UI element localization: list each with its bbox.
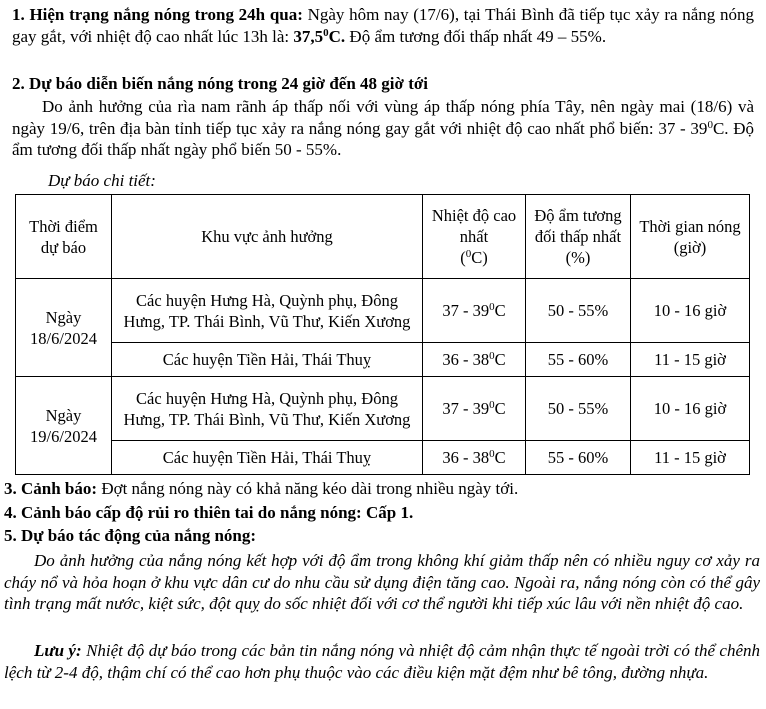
note-label: Lưu ý: xyxy=(34,641,82,660)
temp-cell: $36 - 38^0C$ xyxy=(423,343,526,377)
section-3-text: Đợt nắng nóng này có khả năng kéo dài trong nhiều ngày tới. xyxy=(97,479,519,498)
section-1 xyxy=(12,4,754,47)
temp-cell: $37 - 39^0C$ xyxy=(423,279,526,343)
forecast-table xyxy=(15,194,750,475)
humidity-cell: 50 - 55% xyxy=(526,377,631,441)
area-cell: Các huyện Tiền Hải, Thái Thuỵ xyxy=(112,343,423,377)
detail-label: Dự báo chi tiết: xyxy=(48,171,156,190)
area-cell: Các huyện Tiền Hải, Thái Thuỵ xyxy=(112,441,423,475)
table-row xyxy=(16,377,750,441)
hours-cell: 11 - 15 giờ xyxy=(631,343,750,377)
note-text: Nhiệt độ dự báo trong các bản tin nắng nóng và nhiệt độ cảm nhận thực tế ngoài trời có thể chênh lệch từ 2-4 độ, thậm chí có thể cao hơn phụ thuộc vào các điều kiện mặt đệm như bê tông, đường nhựa. xyxy=(4,641,761,682)
section-2-heading: 2. Dự báo diễn biến nắng nóng trong 24 giờ đến 48 giờ tới xyxy=(12,74,428,93)
note-paragraph xyxy=(4,640,760,683)
humidity-cell: 55 - 60% xyxy=(526,441,631,475)
area-cell: Các huyện Hưng Hà, Quỳnh phụ, Đông Hưng, TP. Thái Bình, Vũ Thư, Kiến Xương xyxy=(112,377,423,441)
section-2-body: Do ảnh hưởng của rìa nam rãnh áp thấp nối với vùng áp thấp nóng phía Tây, nên ngày mai (18/6) và ngày 19/6, trên địa bàn tỉnh tiếp tục xảy ra nắng nóng gay gắt với nhiệt độ cao nhất phổ biến: $37 - 39^0C$. Độ ẩm tương đối thấp nhất ngày phổ biến 50 - 55%. xyxy=(12,97,755,159)
table-row xyxy=(16,343,750,377)
area-cell: Các huyện Hưng Hà, Quỳnh phụ, Đông Hưng, TP. Thái Bình, Vũ Thư, Kiến Xương xyxy=(112,279,423,343)
header-humidity: Độ ẩm tương đối thấp nhất (%) xyxy=(526,195,631,279)
table-header-row xyxy=(16,195,750,279)
table-row xyxy=(16,441,750,475)
section-3-heading: 3. Cảnh báo: xyxy=(4,479,98,498)
temp-cell: $36 - 38^0C$ xyxy=(423,441,526,475)
section-5-body: Do ảnh hưởng của nắng nóng kết hợp với độ ẩm trong không khí giảm thấp nên có nhiều nguy cơ xảy ra cháy nổ và hỏa hoạn ở khu vực dân cư do nhu cầu sử dụng điện tăng cao. Ngoài ra, nắng nóng còn có thể gây tình trạng mất nước, kiệt sức, đột quỵ do sốc nhiệt đối với cơ thể người khi tiếp xúc lâu với nền nhiệt độ cao. xyxy=(4,551,760,613)
section-5-heading: 5. Dự báo tác động của nắng nóng: xyxy=(4,526,257,545)
section-1-max-temp: 37,5$^0$C. xyxy=(293,26,346,46)
table-row xyxy=(16,279,750,343)
section-4-heading: 4. Cảnh báo cấp độ rủi ro thiên tai do nắng nóng: Cấp 1. xyxy=(4,503,414,522)
date-cell: Ngày 18/6/2024 xyxy=(16,279,112,377)
hours-cell: 10 - 16 giờ xyxy=(631,279,750,343)
hours-cell: 11 - 15 giờ xyxy=(631,441,750,475)
header-area: Khu vực ảnh hưởng xyxy=(112,195,423,279)
header-hours: Thời gian nóng (giờ) xyxy=(631,195,750,279)
humidity-cell: 50 - 55% xyxy=(526,279,631,343)
temp-cell: $37 - 39^0C$ xyxy=(423,377,526,441)
section-1-heading: 1. Hiện trạng nắng nóng trong 24h qua: xyxy=(12,5,303,24)
humidity-cell: 55 - 60% xyxy=(526,343,631,377)
section-3 xyxy=(4,478,758,500)
date-cell: Ngày 19/6/2024 xyxy=(16,377,112,475)
section-1-text-b: Độ ẩm tương đối thấp nhất 49 – 55%. xyxy=(345,26,607,46)
hours-cell: 10 - 16 giờ xyxy=(631,377,750,441)
header-temp: Nhiệt độ cao nhất ($^0$C) xyxy=(423,195,526,279)
section-1-text-a: Ngày hôm nay (17/6), tại Thái Bình đã tiếp tục xảy ra nắng nóng gay gắt, với nhiệt độ cao nhất lúc 13h là: xyxy=(12,5,754,46)
header-time: Thời điểm dự báo xyxy=(16,195,112,279)
